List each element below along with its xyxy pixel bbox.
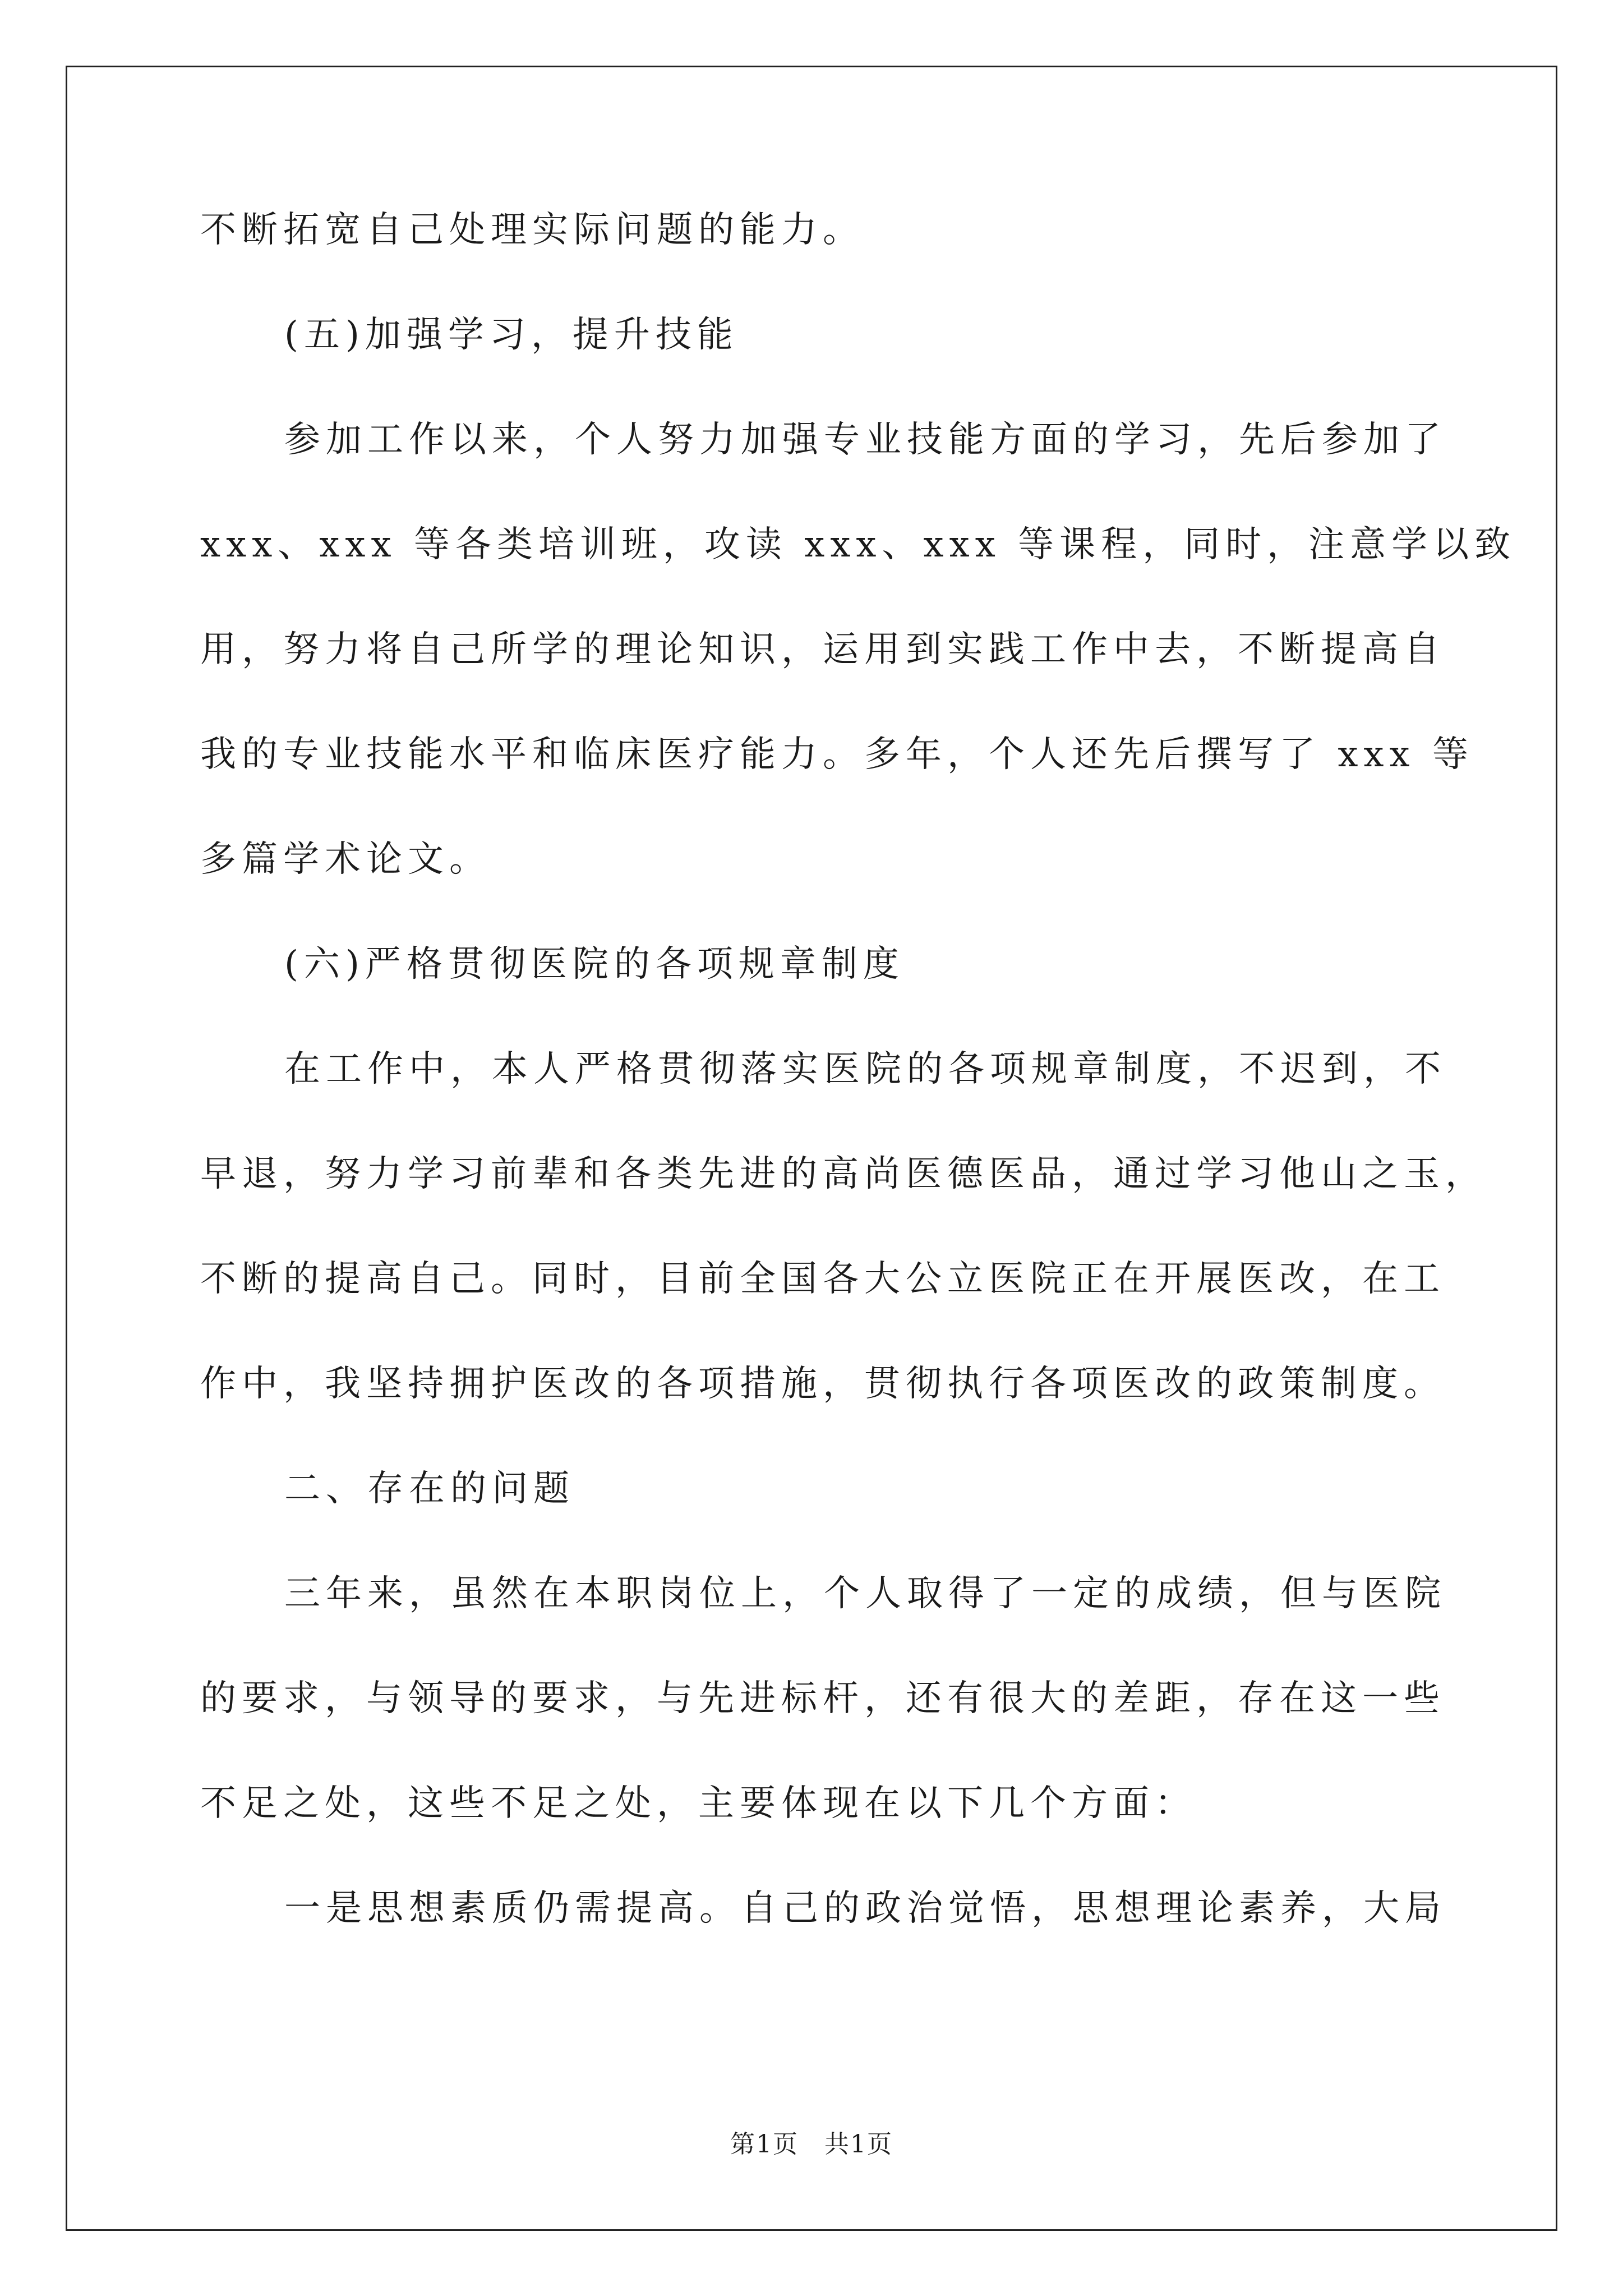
section-heading: (六)严格贯彻医院的各项规章制度 <box>284 944 905 985</box>
text-line: 早退，努力学习前辈和各类先进的高尚医德医品，通过学习他山之玉， <box>200 1153 1487 1195</box>
text-line: 多篇学术论文。 <box>200 839 491 880</box>
text-line: xxx、xxx 等各类培训班，攻读 xxx、xxx 等课程，同时，注意学以致 <box>200 524 1516 565</box>
text-line: 不断的提高自己。同时，目前全国各大公立医院正在开展医改，在工 <box>200 1258 1445 1300</box>
section-heading: 二、存在的问题 <box>284 1468 575 1510</box>
text-line: 我的专业技能水平和临床医疗能力。多年，个人还先后撰写了 xxx 等 <box>200 734 1474 775</box>
text-line: 作中，我坚持拥护医改的各项措施，贯彻执行各项医改的政策制度。 <box>200 1363 1445 1405</box>
text-line: 的要求，与领导的要求，与先进标杆，还有很大的差距，存在这一些 <box>200 1678 1445 1719</box>
text-line: 不足之处，这些不足之处，主要体现在以下几个方面： <box>200 1783 1196 1824</box>
text-line: 在工作中，本人严格贯彻落实医院的各项规章制度，不迟到，不 <box>284 1048 1446 1090</box>
section-heading: (五)加强学习，提升技能 <box>284 314 739 356</box>
text-line: 参加工作以来，个人努力加强专业技能方面的学习，先后参加了 <box>284 419 1446 461</box>
text-line: 不断拓宽自己处理实际问题的能力。 <box>200 209 864 251</box>
page-footer: 第1页 共1页 <box>730 2130 893 2159</box>
text-line: 一是思想素质仍需提高。自己的政治觉悟，思想理论素养，大局 <box>284 1888 1446 1929</box>
text-line: 三年来，虽然在本职岗位上，个人取得了一定的成绩，但与医院 <box>284 1573 1446 1614</box>
text-line: 用，努力将自己所学的理论知识，运用到实践工作中去，不断提高自 <box>200 629 1445 670</box>
